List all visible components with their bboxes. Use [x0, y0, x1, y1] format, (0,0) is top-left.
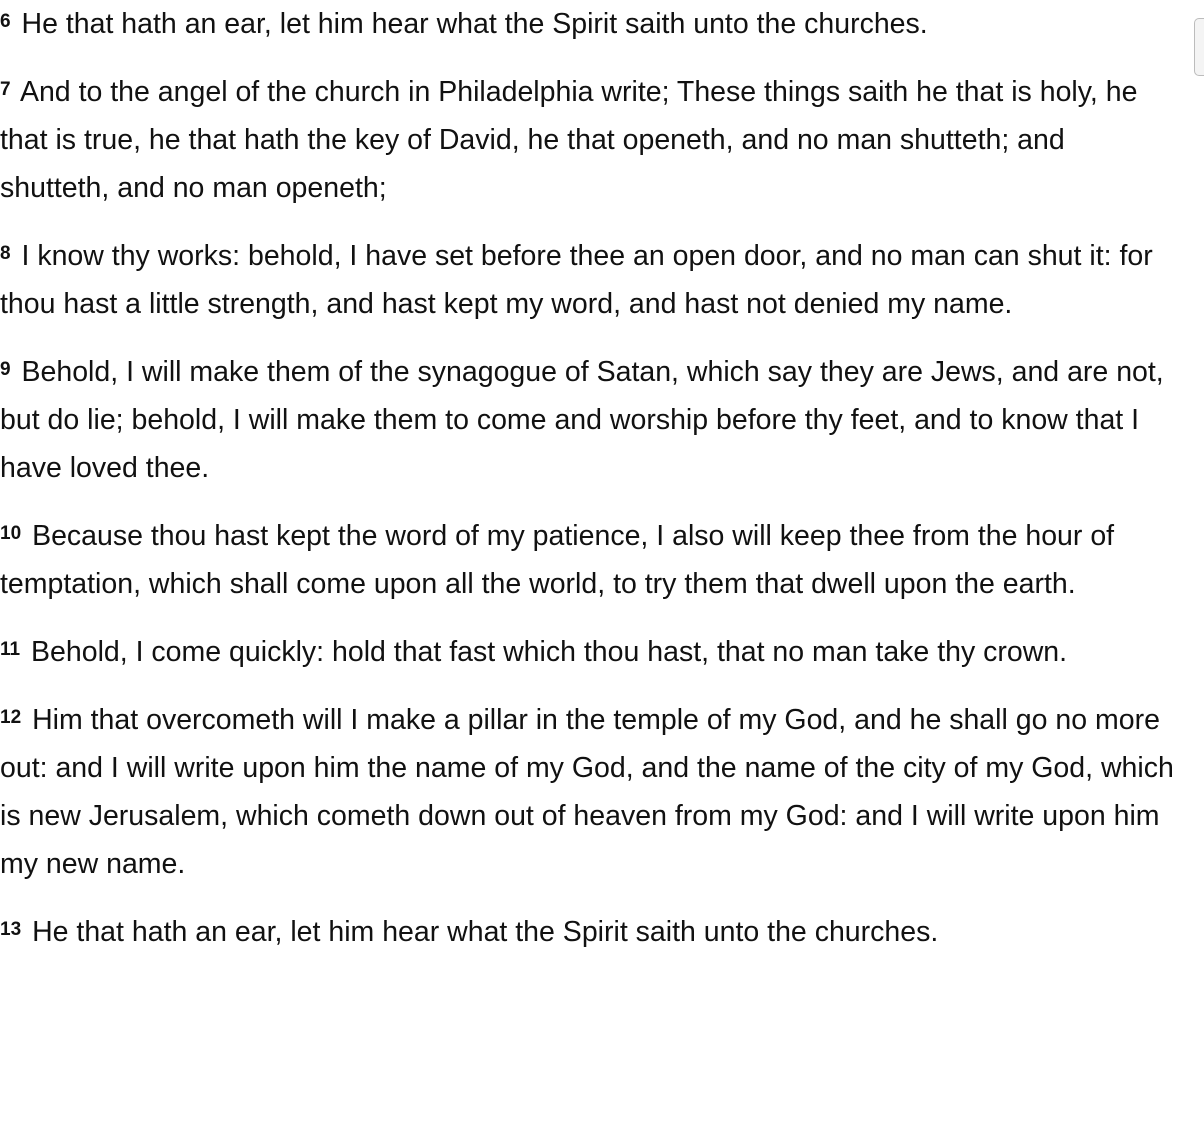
side-panel-handle[interactable]	[1194, 18, 1204, 76]
verse-number: 12	[0, 707, 22, 728]
verse-7	[0, 68, 1180, 212]
verse-number: 11	[0, 639, 21, 660]
verse-number: 7	[0, 79, 11, 100]
verse-number: 8	[0, 243, 11, 264]
verse-6	[0, 0, 1180, 48]
verse-text: Behold, I come quickly: hold that fast which thou hast, that no man take thy crown.	[31, 636, 1068, 668]
verse-text: And to the angel of the church in Philadelphia write; These things saith he that is holy, he that is true, he that hath the key of David, he that openeth, and no man shutteth; and shutteth, and no man openeth;	[0, 76, 1138, 204]
verse-text: Him that overcometh will I make a pillar in the temple of my God, and he shall go no more out: and I will write upon him the name of my God, and the name of the city of my God, which is new Jerusalem, which cometh down out of heaven from my God: and I will write upon him my new name.	[0, 704, 1174, 880]
verse-text: He that hath an ear, let him hear what the Spirit saith unto the churches.	[21, 8, 928, 40]
verse-number: 6	[0, 11, 11, 32]
verse-13	[0, 908, 1180, 956]
verse-number: 13	[0, 919, 22, 940]
verse-9	[0, 348, 1180, 492]
verse-10	[0, 512, 1180, 608]
verse-text: Because thou hast kept the word of my patience, I also will keep thee from the hour of temptation, which shall come upon all the world, to try them that dwell upon the earth.	[0, 520, 1115, 600]
verse-number: 9	[0, 359, 11, 380]
verse-11	[0, 628, 1180, 676]
verse-8	[0, 232, 1180, 328]
verse-text: Behold, I will make them of the synagogue of Satan, which say they are Jews, and are not, but do lie; behold, I will make them to come and worship before thy feet, and to know that I have loved thee.	[0, 356, 1164, 484]
verse-text: I know thy works: behold, I have set before thee an open door, and no man can shut it: for thou hast a little strength, and hast kept my word, and hast not denied my name.	[0, 240, 1153, 320]
verse-number: 10	[0, 523, 22, 544]
verse-12	[0, 696, 1180, 888]
verse-text: He that hath an ear, let him hear what the Spirit saith unto the churches.	[32, 916, 939, 948]
